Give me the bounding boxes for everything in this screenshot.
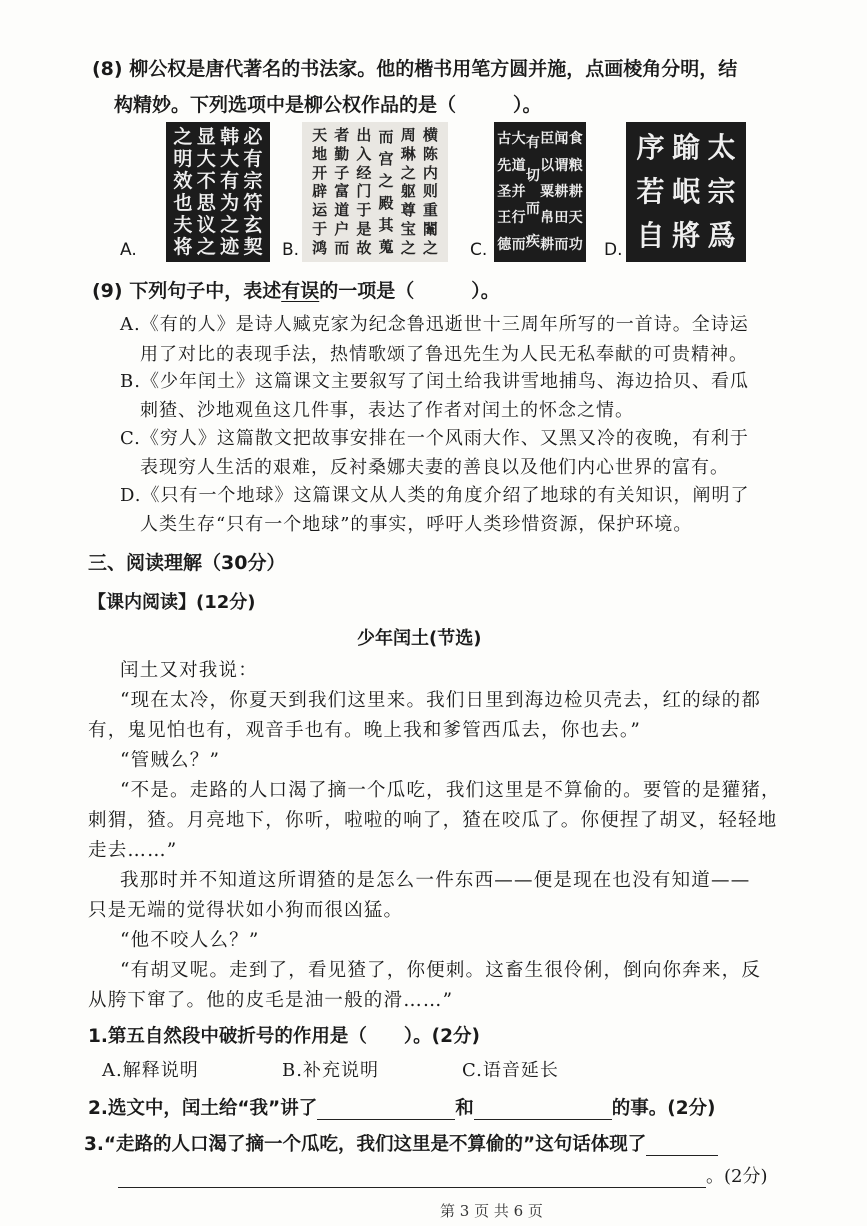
calligraphy-char: 明 bbox=[173, 147, 193, 170]
question-2-text-c: 的事。(2分) bbox=[611, 1098, 716, 1119]
passage-line: “管贼么？” bbox=[120, 750, 221, 771]
calligraphy-char: 有 bbox=[525, 134, 540, 151]
calligraphy-char: 也 bbox=[173, 191, 193, 214]
calligraphy-char: 则 bbox=[422, 182, 438, 201]
calligraphy-char: 切 bbox=[525, 167, 540, 184]
calligraphy-char: 道 bbox=[334, 201, 350, 220]
passage-title: 少年闰土(节选) bbox=[357, 628, 482, 649]
passage-line: “不是。走路的人口渴了摘一个瓜吃，我们这里是不算偷的。要管的是獾猪， bbox=[120, 780, 781, 801]
calligraphy-sample-a bbox=[166, 122, 270, 262]
calligraphy-char: 陈 bbox=[422, 144, 438, 163]
passage-line: 走去……” bbox=[88, 840, 178, 861]
calligraphy-char: 有 bbox=[243, 147, 263, 170]
calligraphy-char: 而 bbox=[334, 238, 350, 257]
calligraphy-char: 思 bbox=[196, 191, 216, 214]
calligraphy-char: 是 bbox=[356, 220, 372, 239]
calligraphy-char: 契 bbox=[243, 235, 263, 258]
calligraphy-char: 之 bbox=[196, 235, 216, 258]
calligraphy-char: 其 bbox=[378, 215, 394, 234]
calligraphy-char: 经 bbox=[356, 163, 372, 182]
calligraphy-char: 耕 bbox=[540, 236, 555, 253]
calligraphy-char: 之 bbox=[422, 238, 438, 257]
passage-line: “有胡叉呢。走到了，看见猹了，你便刺。这畜生很伶俐，倒向你奔来，反 bbox=[120, 960, 762, 981]
calligraphy-char: 宗 bbox=[243, 169, 263, 192]
page-footer: 第 3 页 共 6 页 bbox=[440, 1202, 543, 1220]
calligraphy-char: 田 bbox=[554, 210, 569, 227]
question-3-text: 3.“走路的人口渴了摘一个瓜吃，我们这里是不算偷的”这句话体现了 bbox=[84, 1134, 647, 1155]
calligraphy-char: 门 bbox=[356, 182, 372, 201]
passage-line: 从胯下窜了。他的皮毛是油一般的滑……” bbox=[88, 990, 454, 1011]
calligraphy-char: 迹 bbox=[220, 235, 240, 258]
calligraphy-char: 若 bbox=[636, 175, 665, 208]
calligraphy-char: 为 bbox=[220, 191, 240, 214]
q9-option-d-line1: D.《只有一个地球》这篇课文从人类的角度介绍了地球的有关知识，阐明了 bbox=[120, 485, 750, 506]
calligraphy-char: 故 bbox=[356, 238, 372, 257]
calligraphy-char: 而 bbox=[554, 236, 569, 253]
answer-blank-1[interactable] bbox=[317, 1099, 455, 1120]
question-3-end: 。(2分) bbox=[706, 1166, 768, 1187]
question-3 bbox=[84, 1130, 718, 1156]
calligraphy-char: 富 bbox=[334, 182, 350, 201]
calligraphy-char: 食 bbox=[568, 131, 583, 148]
calligraphy-char: 之 bbox=[378, 171, 394, 190]
question-1-option-b: B.补充说明 bbox=[282, 1060, 379, 1081]
calligraphy-char: 殿 bbox=[378, 193, 394, 212]
calligraphy-char: 不 bbox=[196, 169, 216, 192]
calligraphy-char: 先 bbox=[497, 157, 512, 174]
calligraphy-char: 圣 bbox=[497, 183, 512, 200]
calligraphy-char: 韩 bbox=[220, 125, 240, 148]
calligraphy-char: 粟 bbox=[540, 183, 555, 200]
calligraphy-column bbox=[707, 126, 735, 258]
calligraphy-char: 辟 bbox=[312, 182, 328, 201]
q9-option-b-line1: B.《少年闰土》这篇课文主要叙写了闰土给我讲雪地捕鸟、海边拾贝、看瓜 bbox=[120, 371, 749, 392]
calligraphy-sample-d bbox=[626, 122, 746, 262]
calligraphy-char: 于 bbox=[356, 201, 372, 220]
calligraphy-char: 出 bbox=[356, 125, 372, 144]
passage-line: “现在太冷，你夏天到我们这里来。我们日里到海边检贝壳去，红的绿的都 bbox=[120, 690, 762, 711]
calligraphy-char: 太 bbox=[707, 131, 736, 164]
calligraphy-char: 显 bbox=[196, 125, 216, 148]
calligraphy-column bbox=[540, 126, 554, 258]
calligraphy-column bbox=[244, 126, 263, 258]
calligraphy-column bbox=[526, 126, 540, 258]
calligraphy-char: 天 bbox=[312, 125, 328, 144]
calligraphy-char: 古 bbox=[497, 131, 512, 148]
calligraphy-char: 尊 bbox=[400, 201, 416, 220]
calligraphy-char: 鸿 bbox=[312, 238, 328, 257]
calligraphy-char: 大 bbox=[220, 147, 240, 170]
calligraphy-char: 岷 bbox=[671, 175, 700, 208]
calligraphy-column bbox=[220, 126, 239, 258]
passage-line: “他不咬人么？” bbox=[120, 930, 260, 951]
calligraphy-char: 粮 bbox=[568, 157, 583, 174]
q9-option-b-line2: 刺猹、沙地观鱼这几件事，表达了作者对闰土的怀念之情。 bbox=[140, 400, 634, 421]
calligraphy-char: 有 bbox=[220, 169, 240, 192]
answer-blank-3[interactable] bbox=[646, 1135, 718, 1156]
calligraphy-char: 而 bbox=[525, 200, 540, 217]
calligraphy-char: 王 bbox=[497, 210, 512, 227]
calligraphy-char: 闈 bbox=[422, 220, 438, 239]
calligraphy-char: 耕 bbox=[568, 183, 583, 200]
calligraphy-char: 而 bbox=[511, 236, 526, 253]
calligraphy-char: 耕 bbox=[554, 183, 569, 200]
q8-line1: (8) 柳公权是唐代著名的书法家。他的楷书用笔方圆并施，点画棱角分明，结 bbox=[92, 58, 738, 80]
calligraphy-char: 爲 bbox=[707, 219, 736, 252]
calligraphy-column bbox=[312, 126, 327, 258]
section-heading: 三、阅读理解（30分） bbox=[88, 552, 286, 574]
q9-stem-emphasis: 有误 bbox=[281, 280, 320, 302]
calligraphy-char: 之 bbox=[173, 125, 193, 148]
calligraphy-char: 之 bbox=[400, 163, 416, 182]
calligraphy-char: 入 bbox=[356, 144, 372, 163]
calligraphy-char: 宗 bbox=[707, 175, 736, 208]
question-2-text-b: 和 bbox=[455, 1098, 474, 1119]
calligraphy-column bbox=[197, 126, 216, 258]
calligraphy-column bbox=[512, 126, 526, 258]
calligraphy-char: 开 bbox=[312, 163, 328, 182]
calligraphy-char: 横 bbox=[422, 125, 438, 144]
calligraphy-char: 道 bbox=[511, 157, 526, 174]
calligraphy-char: 重 bbox=[422, 201, 438, 220]
calligraphy-column bbox=[334, 126, 349, 258]
calligraphy-char: 而 bbox=[378, 127, 394, 146]
passage-line: 我那时并不知道这所谓猹的是怎么一件东西——便是现在也没有知道—— bbox=[120, 870, 751, 891]
calligraphy-sample-c bbox=[494, 122, 586, 262]
calligraphy-char: 于 bbox=[312, 220, 328, 239]
calligraphy-column bbox=[379, 126, 394, 258]
answer-blank-3b[interactable] bbox=[118, 1167, 706, 1188]
calligraphy-column bbox=[497, 126, 511, 258]
calligraphy-column bbox=[173, 126, 192, 258]
calligraphy-char: 大 bbox=[511, 131, 526, 148]
passage-line: 有，鬼见怕也有，观音手也有。晚上我和爹管西瓜去，你也去。” bbox=[88, 720, 642, 741]
calligraphy-char: 地 bbox=[312, 144, 328, 163]
question-1: 1.第五自然段中破折号的作用是（ ）。(2分) bbox=[88, 1026, 480, 1047]
calligraphy-char: 内 bbox=[422, 163, 438, 182]
answer-blank-2[interactable] bbox=[474, 1099, 612, 1120]
calligraphy-char: 者 bbox=[334, 125, 350, 144]
calligraphy-char: 躯 bbox=[400, 182, 416, 201]
calligraphy-column bbox=[356, 126, 371, 258]
calligraphy-char: 闻 bbox=[554, 131, 569, 148]
q9-stem bbox=[92, 276, 500, 303]
calligraphy-char: 宝 bbox=[400, 220, 416, 239]
calligraphy-char: 周 bbox=[400, 125, 416, 144]
subsection-heading: 【课内阅读】(12分) bbox=[88, 592, 256, 613]
calligraphy-char: 玄 bbox=[243, 213, 263, 236]
calligraphy-char: 议 bbox=[196, 213, 216, 236]
calligraphy-char: 德 bbox=[497, 236, 512, 253]
calligraphy-char: 大 bbox=[196, 147, 216, 170]
calligraphy-column bbox=[554, 126, 568, 258]
calligraphy-char: 功 bbox=[568, 236, 583, 253]
q9-stem-post: 的一项是（ ）。 bbox=[319, 280, 500, 302]
calligraphy-char: 符 bbox=[243, 191, 263, 214]
passage-line: 闰土又对我说： bbox=[120, 660, 258, 681]
passage-line: 只是无端的觉得状如小狗而很凶猛。 bbox=[88, 900, 404, 921]
calligraphy-char: 帛 bbox=[540, 210, 555, 227]
calligraphy-char: 序 bbox=[636, 131, 665, 164]
q9-option-c-line1: C.《穷人》这篇散文把故事安排在一个风雨大作、又黑又冷的夜晚，有利于 bbox=[120, 428, 749, 449]
calligraphy-char: 谓 bbox=[554, 157, 569, 174]
q8-option-a-label: A. bbox=[120, 240, 137, 260]
q9-stem-pre: (9) 下列句子中，表述 bbox=[92, 280, 282, 302]
calligraphy-column bbox=[401, 126, 416, 258]
q8-option-c-label: C. bbox=[470, 240, 488, 260]
calligraphy-char: 将 bbox=[173, 235, 193, 258]
passage-line: 刺猬，猹。月亮地下，你听，啦啦的响了，猹在咬瓜了。你便捏了胡叉，轻轻地 bbox=[88, 810, 778, 831]
calligraphy-column bbox=[672, 126, 700, 258]
calligraphy-char: 之 bbox=[400, 238, 416, 257]
calligraphy-char: 將 bbox=[671, 219, 700, 252]
calligraphy-char: 运 bbox=[312, 201, 328, 220]
question-1-option-a: A.解释说明 bbox=[102, 1060, 199, 1081]
calligraphy-column bbox=[423, 126, 438, 258]
q9-option-a-line2: 用了对比的表现手法，热情歌颂了鲁迅先生为人民无私奉献的可贵精神。 bbox=[140, 344, 748, 365]
question-1-option-c: C.语音延长 bbox=[462, 1060, 559, 1081]
calligraphy-char: 以 bbox=[540, 157, 555, 174]
calligraphy-char: 疾 bbox=[525, 233, 540, 250]
calligraphy-char: 琳 bbox=[400, 144, 416, 163]
calligraphy-char: 效 bbox=[173, 169, 193, 192]
calligraphy-char: 蒐 bbox=[378, 237, 394, 256]
q9-option-c-line2: 表现穷人生活的艰难，反衬桑娜夫妻的善良以及他们内心世界的富有。 bbox=[140, 457, 729, 478]
calligraphy-char: 子 bbox=[334, 163, 350, 182]
q8-option-b-label: B. bbox=[282, 240, 300, 260]
calligraphy-char: 勤 bbox=[334, 144, 350, 163]
calligraphy-char: 宫 bbox=[378, 149, 394, 168]
calligraphy-column bbox=[569, 126, 583, 258]
calligraphy-char: 夫 bbox=[173, 213, 193, 236]
calligraphy-char: 必 bbox=[243, 125, 263, 148]
calligraphy-sample-b bbox=[302, 122, 448, 262]
calligraphy-char: 行 bbox=[511, 210, 526, 227]
calligraphy-char: 自 bbox=[636, 219, 665, 252]
calligraphy-char: 并 bbox=[511, 183, 526, 200]
q8-option-d-label: D. bbox=[604, 240, 623, 260]
calligraphy-char: 户 bbox=[334, 220, 350, 239]
calligraphy-char: 之 bbox=[220, 213, 240, 236]
q9-option-d-line2: 人类生存“只有一个地球”的事实，呼吁人类珍惜资源，保护环境。 bbox=[140, 514, 693, 535]
calligraphy-column bbox=[636, 126, 664, 258]
question-2-text-a: 2.选文中，闰土给“我”讲了 bbox=[88, 1098, 318, 1119]
calligraphy-char: 踰 bbox=[671, 131, 700, 164]
question-3-line2 bbox=[118, 1162, 768, 1188]
q9-option-a-line1: A.《有的人》是诗人臧克家为纪念鲁迅逝世十三周年所写的一首诗。全诗运 bbox=[120, 314, 749, 335]
q8-line2: 构精妙。下列选项中是柳公权作品的是（ ）。 bbox=[114, 94, 542, 116]
question-2 bbox=[88, 1094, 716, 1120]
calligraphy-char: 天 bbox=[568, 210, 583, 227]
calligraphy-char: 臣 bbox=[540, 131, 555, 148]
